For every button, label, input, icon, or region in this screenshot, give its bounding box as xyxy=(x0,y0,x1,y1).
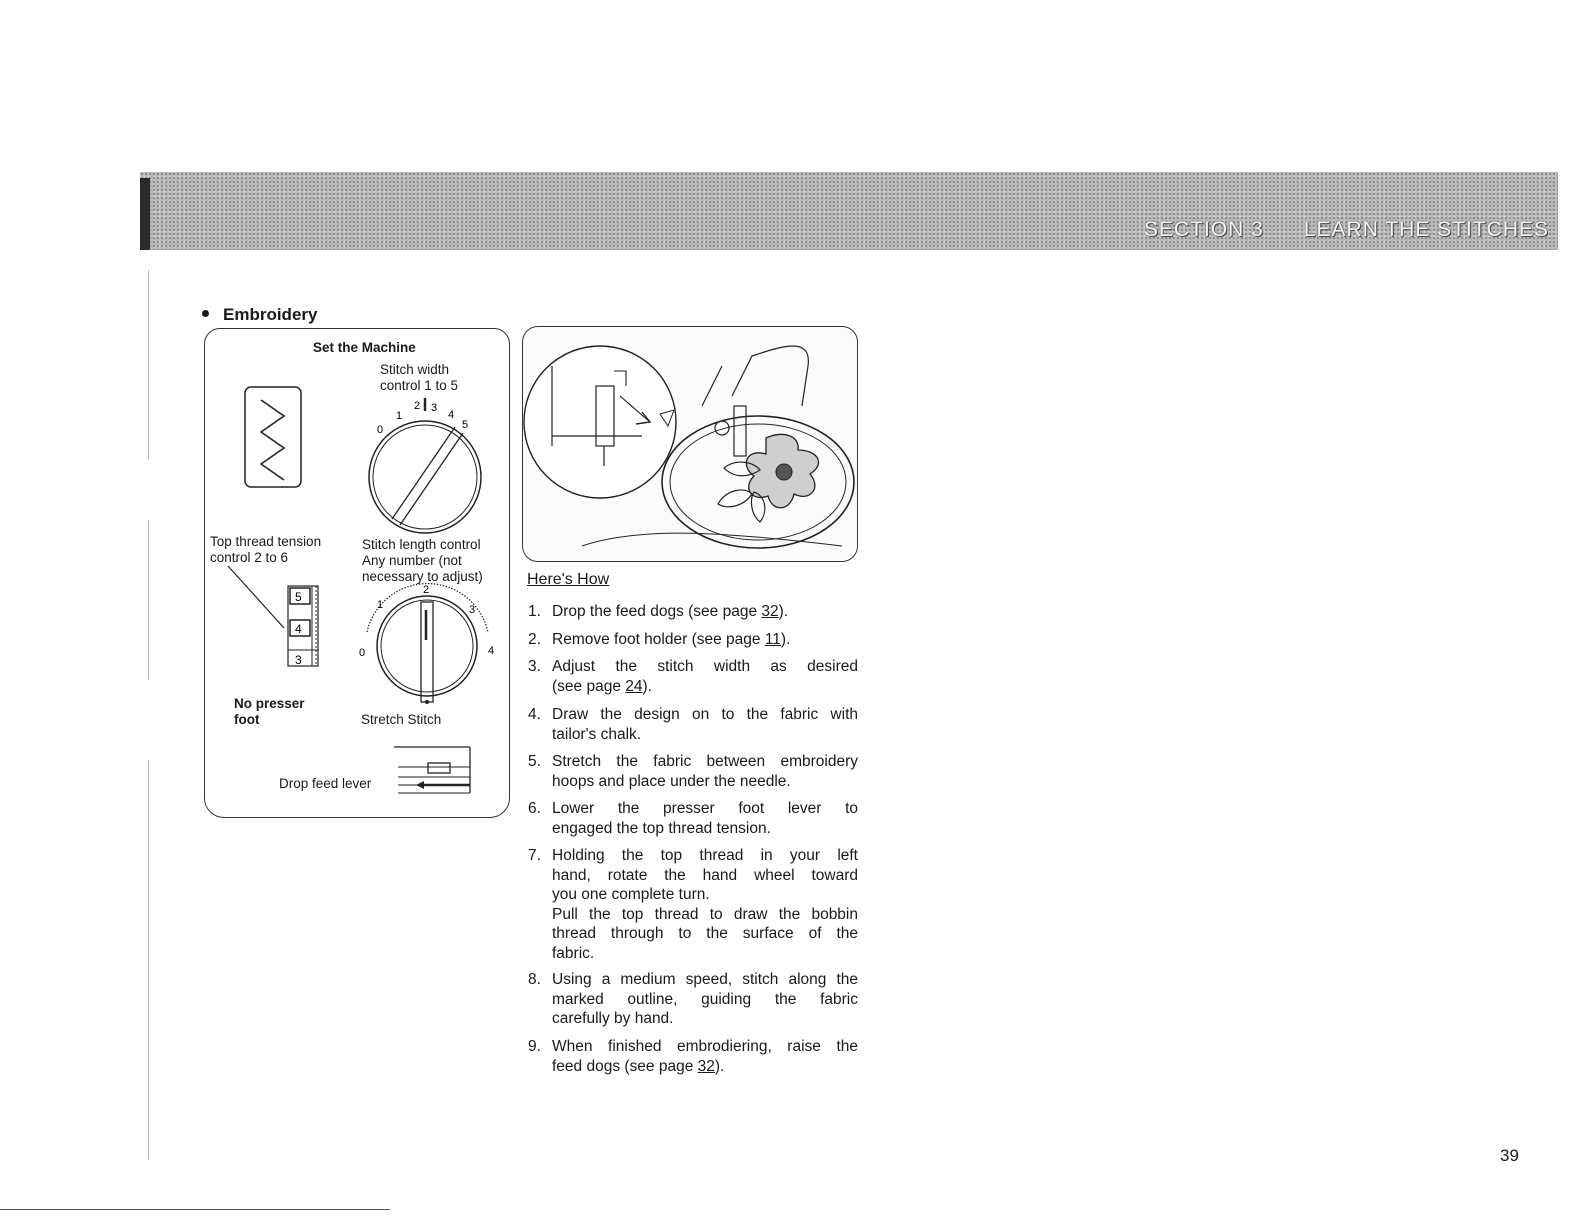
stitch-length-tick: 2 xyxy=(423,584,430,596)
thread-tension-label: Top thread tension control 2 to 6 xyxy=(210,534,322,565)
set-machine-title: Set the Machine xyxy=(313,340,416,355)
stitch-width-tick: 0 xyxy=(377,424,384,436)
instruction-step: 4. Draw the design on to the fabric with tailor's chalk. xyxy=(528,706,858,743)
stitch-width-tick: 2 xyxy=(414,400,421,412)
instruction-step: 5. Stretch the fabric between embroidery hoops and place under the needle. xyxy=(528,753,858,790)
stitch-length-tick: 1 xyxy=(377,599,384,611)
tension-number: 3 xyxy=(295,653,302,667)
drop-feed-lever-label: Drop feed lever xyxy=(279,776,372,791)
instruction-step: 8. Using a medium speed, stitch along the marked outline, guiding the fabric carefully by hand. xyxy=(528,971,858,1027)
stitch-length-dial xyxy=(355,580,500,710)
stitch-width-tick: 4 xyxy=(448,409,455,421)
section-title: LEARN THE STITCHES xyxy=(1303,218,1549,241)
stretch-stitch-label: Stretch Stitch xyxy=(361,712,442,727)
tension-number: 5 xyxy=(295,590,302,604)
instruction-step: 2. Remove foot holder (see page 11). xyxy=(528,631,791,648)
stitch-width-dial xyxy=(362,395,492,535)
stitch-length-tick: 0 xyxy=(359,647,366,659)
bullet-icon xyxy=(202,310,209,317)
banner-edge-mark xyxy=(140,178,150,250)
instruction-step: 6. Lower the presser foot lever to engaged the top thread tension. xyxy=(528,800,858,837)
page-reference: 32 xyxy=(697,1057,715,1075)
instruction-step: 3. Adjust the stitch width as desired (see page 24). xyxy=(528,658,858,695)
stitch-width-tick: 1 xyxy=(396,410,403,422)
footer-rule xyxy=(0,1209,390,1210)
instruction-step: 7. Holding the top thread in your left hand, rotate the hand wheel toward you one complete turn. Pull the top thread to draw the bobbin thread through to the surface of the fabric. xyxy=(528,847,858,962)
page-reference: 24 xyxy=(625,677,643,695)
page-number: 39 xyxy=(1500,1146,1519,1165)
tension-number: 4 xyxy=(295,622,302,636)
page-reference: 32 xyxy=(761,603,779,620)
presser-foot-note: No presser foot xyxy=(234,696,305,727)
stitch-width-tick: 3 xyxy=(431,402,438,414)
stitch-length-tick: 4 xyxy=(488,645,495,657)
embroidery-heading xyxy=(202,305,317,325)
binding-margin-line xyxy=(148,520,149,680)
zigzag-pattern-icon xyxy=(244,386,302,488)
binding-margin-line xyxy=(148,270,149,460)
instruction-step: 1. Drop the feed dogs (see page 32). xyxy=(528,603,789,620)
stitch-length-label: Stitch length control Any number (not necessary to adjust) xyxy=(362,537,483,584)
binding-margin-line xyxy=(148,760,149,1160)
thread-tension-control xyxy=(228,566,328,676)
page-reference: 11 xyxy=(764,631,781,648)
drop-feed-lever-icon xyxy=(394,745,474,797)
heres-how-title: Here's How xyxy=(527,571,610,588)
embroidery-hoop-illustration xyxy=(522,326,858,562)
section-label: SECTION 3 xyxy=(1143,218,1264,241)
heading-text: Embroidery xyxy=(223,305,318,324)
stitch-length-tick: 3 xyxy=(469,604,476,616)
stitch-width-label: Stitch width control 1 to 5 xyxy=(380,362,459,393)
stitch-width-tick: 5 xyxy=(462,419,469,431)
section-header-text xyxy=(1144,218,1549,242)
instruction-step: 9. When finished embrodiering, raise the feed dogs (see page 32). xyxy=(528,1038,858,1075)
